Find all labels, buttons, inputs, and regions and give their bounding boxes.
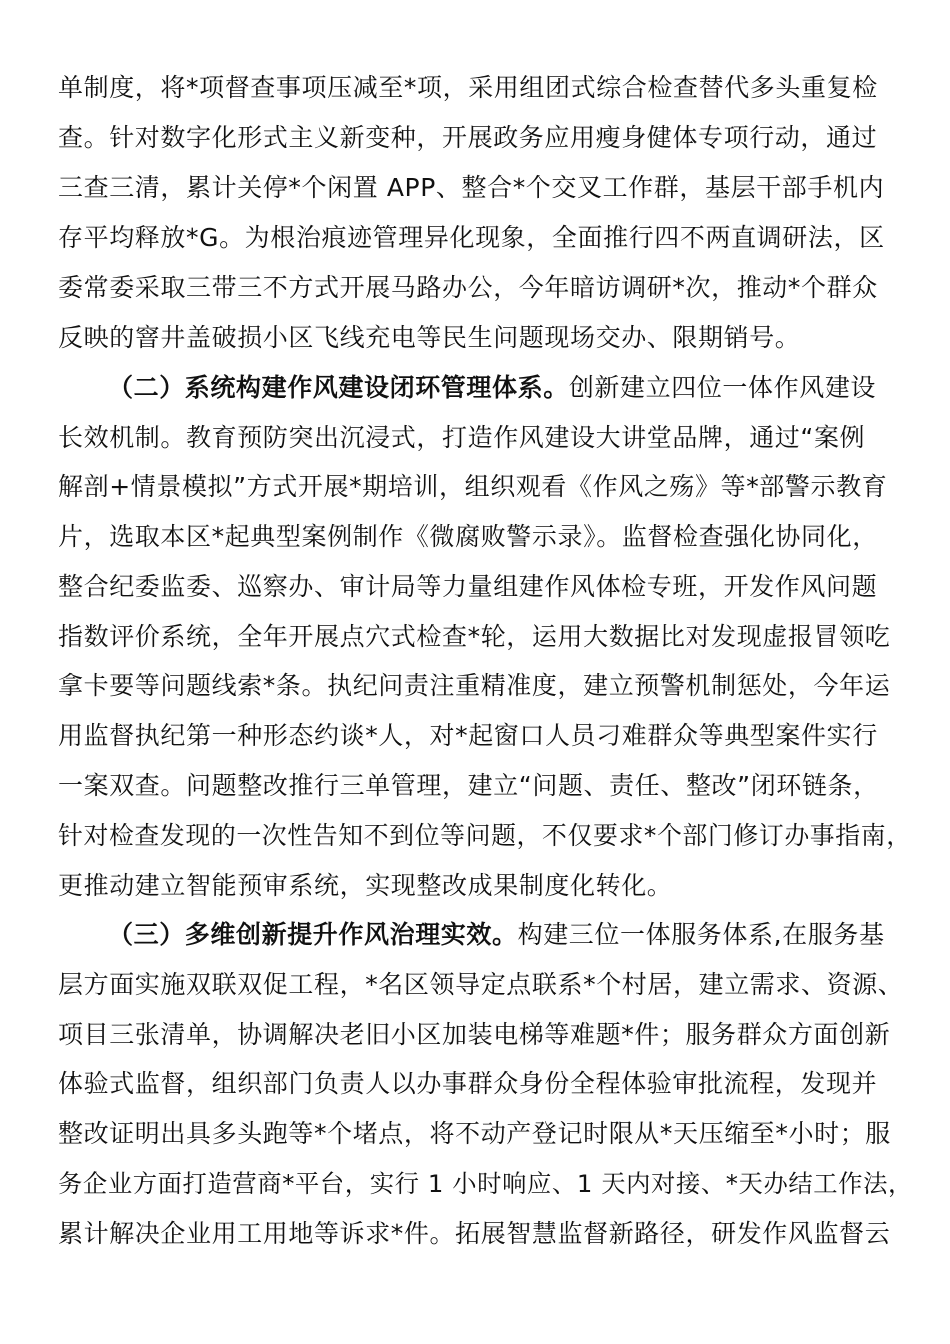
- text-line: 项目三张清单，协调解决老旧小区加装电梯等难题*件；服务群众方面创新: [58, 1020, 891, 1049]
- section-heading-2: （二）系统构建作风建设闭环管理体系。: [108, 373, 569, 402]
- text-fragment: 创新建立四位一体作风建设: [568, 373, 877, 402]
- text-line: 用监督执纪第一种形态约谈*人，对*起窗口人员刁难群众等典型案件实行: [58, 721, 878, 750]
- text-line: 拿卡要等问题线索*条。执纪问责注重精准度，建立预警机制惩处，今年运: [58, 671, 891, 700]
- text-line: 整改证明出具多头跑等*个堵点，将不动产登记时限从*天压缩至*小时；服: [58, 1119, 891, 1148]
- paragraph-heading-line: [108, 371, 876, 405]
- text-line: 存平均释放*G。为根治痕迹管理异化现象，全面推行四不两直调研法，区: [58, 223, 885, 252]
- text-line: 三查三清，累计关停*个闲置 APP、整合*个交叉工作群，基层干部手机内: [58, 173, 885, 202]
- section-heading-3: （三）多维创新提升作风治理实效。: [108, 920, 518, 949]
- text-line: 反映的窨井盖破损小区飞线充电等民生问题现场交办、限期销号。: [58, 323, 801, 352]
- text-fragment: 构建三位一体服务体系,在服务基: [517, 920, 885, 949]
- text-line: 长效机制。教育预防突出沉浸式，打造作风建设大讲堂品牌，通过“案例: [58, 423, 866, 452]
- text-line: 单制度，将*项督查事项压减至*项，采用组团式综合检查替代多头重复检: [58, 73, 878, 102]
- text-line: 委常委采取三带三不方式开展马路办公，今年暗访调研*次，推动*个群众: [58, 273, 878, 302]
- text-line: 累计解决企业用工用地等诉求*件。拓展智慧监督新路径，研发作风监督云: [58, 1219, 891, 1248]
- text-line: 层方面实施双联双促工程，*名区领导定点联系*个村居，建立需求、资源、: [58, 970, 904, 999]
- text-line: 务企业方面打造营商*平台，实行 1 小时响应、1 天内对接、*天办结工作法，: [58, 1169, 913, 1198]
- text-line: 针对检查发现的一次性告知不到位等问题，不仅要求*个部门修订办事指南，: [58, 821, 912, 850]
- text-line: 查。针对数字化形式主义新变种，开展政务应用瘦身健体专项行动，通过: [58, 123, 878, 152]
- text-line: 指数评价系统，全年开展点穴式检查*轮，运用大数据比对发现虚报冒领吃: [58, 622, 891, 651]
- paragraph-heading-line: [108, 918, 885, 952]
- text-line: 整合纪委监委、巡察办、审计局等力量组建作风体检专班，开发作风问题: [58, 572, 878, 601]
- text-line: 更推动建立智能预审系统，实现整改成果制度化转化。: [58, 871, 673, 900]
- text-line: 一案双查。问题整改推行三单管理，建立“问题、责任、整改”闭环链条，: [58, 771, 879, 800]
- text-line: 解剖+情景模拟”方式开展*期培训，组织观看《作风之殇》等*部警示教育: [58, 472, 888, 501]
- text-line: 体验式监督，组织部门负责人以办事群众身份全程体验审批流程，发现并: [58, 1069, 878, 1098]
- text-line: 片，选取本区*起典型案例制作《微腐败警示录》。监督检查强化协同化，: [58, 522, 878, 551]
